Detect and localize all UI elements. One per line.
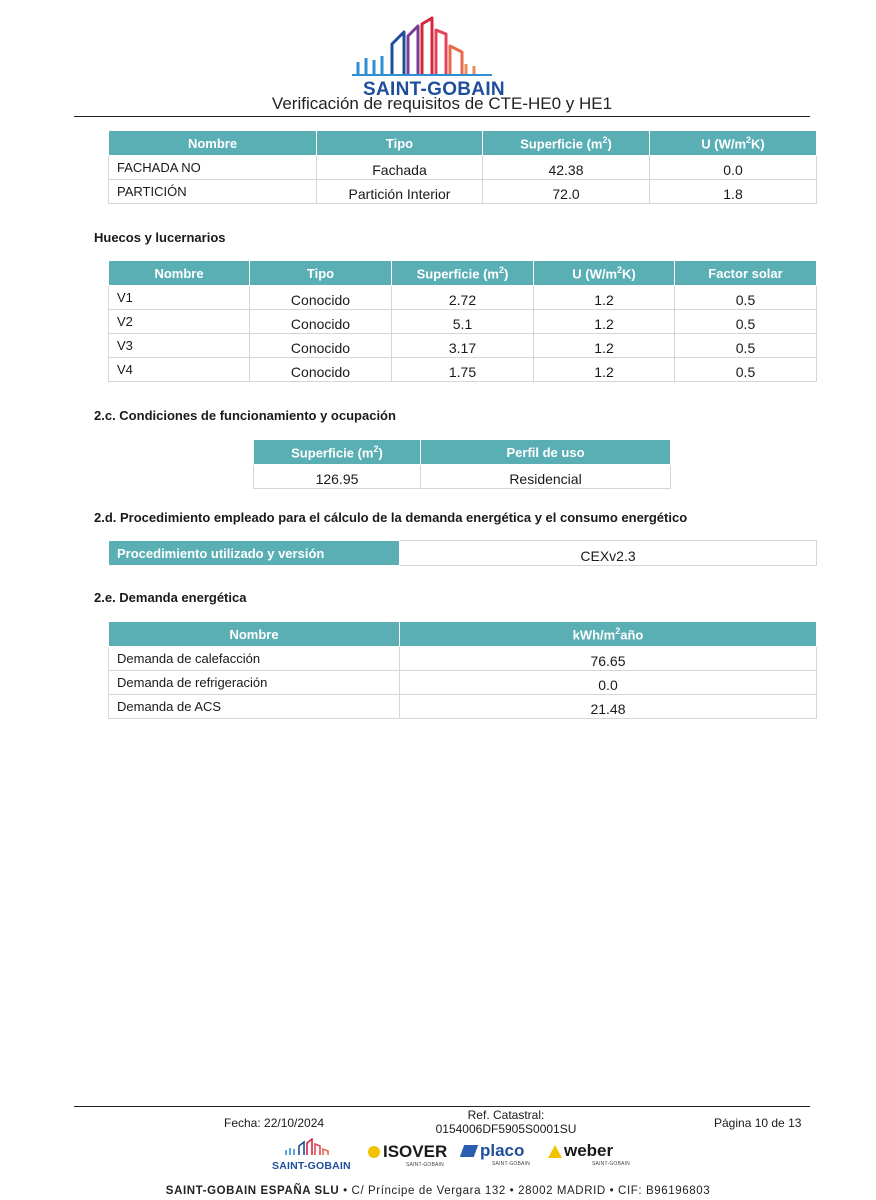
table-row: [109, 286, 817, 310]
cell-nombre: V3: [109, 334, 250, 358]
col-perfil-uso: Perfil de uso: [421, 440, 671, 465]
brand-sub: SAINT-GOBAIN: [406, 1162, 444, 1168]
footer-divider: [74, 1106, 810, 1107]
cell-tipo: Partición Interior: [317, 180, 483, 204]
funcionamiento-table: [253, 439, 671, 489]
cell-nombre: Demanda de ACS: [109, 695, 400, 719]
table-header-row: [254, 440, 671, 465]
col-u: U $(W/m^2K)$: [650, 131, 817, 156]
address-text: • C/ Príncipe de Vergara 132 • 28002 MADRID • CIF: B96196803: [343, 1185, 711, 1197]
cell-superficie: 72.0: [483, 180, 650, 204]
cell-tipo: Conocido: [250, 286, 392, 310]
cell-factor: 0.5: [675, 334, 817, 358]
cell-nombre: V1: [109, 286, 250, 310]
table-row: [109, 334, 817, 358]
procedimiento-value: CEXv2.3: [400, 541, 817, 566]
table-row: [109, 358, 817, 382]
section-title-procedimiento: 2.d. Procedimiento empleado para el cálculo de la demanda energética y el consumo energético: [94, 510, 688, 525]
section-title-demanda: 2.e. Demanda energética: [94, 590, 247, 605]
cell-nombre: FACHADA NO: [109, 156, 317, 180]
table-row: [254, 465, 671, 489]
cell-superficie: 3.17: [392, 334, 534, 358]
col-nombre: Nombre: [109, 261, 250, 286]
table-row: [109, 541, 817, 566]
cell-superficie: 2.72: [392, 286, 534, 310]
col-superficie: Superficie $(m^2)$: [254, 440, 421, 465]
table-row: [109, 310, 817, 334]
cell-factor: 0.5: [675, 286, 817, 310]
page-title: Verificación de requisitos de CTE-HE0 y HE1: [271, 94, 613, 113]
procedimiento-table: [108, 540, 817, 566]
demanda-table: [108, 621, 817, 719]
cell-valor: 21.48: [400, 695, 817, 719]
procedimiento-label: Procedimiento utilizado y versión: [109, 541, 400, 566]
brand-saint-gobain-logo: [272, 1138, 352, 1172]
table-row: [109, 647, 817, 671]
cell-u: 1.8: [650, 180, 817, 204]
col-superficie: Superficie $(m^2)$: [392, 261, 534, 286]
logo-wordmark: SAINT-GOBAIN: [363, 79, 505, 100]
header-divider: [74, 116, 810, 117]
brand-sub: SAINT-GOBAIN: [492, 1161, 530, 1167]
weber-triangle-icon: [548, 1145, 562, 1158]
skyline-small-icon: [272, 1138, 352, 1156]
table-row: [109, 156, 817, 180]
section-title-funcionamiento: 2.c. Condiciones de funcionamiento y ocupación: [94, 408, 396, 423]
col-nombre: Nombre: [109, 131, 317, 156]
col-tipo: Tipo: [250, 261, 392, 286]
placo-mark-icon: [460, 1145, 478, 1157]
col-tipo: Tipo: [317, 131, 483, 156]
opaque-elements-table: [108, 130, 817, 204]
cell-nombre: Demanda de refrigeración: [109, 671, 400, 695]
footer-ref-catastral: [396, 1108, 616, 1136]
company-name: SAINT-GOBAIN ESPAÑA SLU: [165, 1185, 340, 1197]
cell-valor: 0.0: [400, 671, 817, 695]
cell-u: 1.2: [534, 286, 675, 310]
cell-nombre: V2: [109, 310, 250, 334]
huecos-table: [108, 260, 817, 382]
cell-superficie: 126.95: [254, 465, 421, 489]
cell-u: 0.0: [650, 156, 817, 180]
table-row: [109, 180, 817, 204]
cell-tipo: Fachada: [317, 156, 483, 180]
cell-superficie: 5.1: [392, 310, 534, 334]
brand-weber-logo: [548, 1141, 630, 1167]
footer-date: Fecha: 22/10/2024: [224, 1116, 325, 1130]
cell-superficie: 42.38: [483, 156, 650, 180]
cell-superficie: 1.75: [392, 358, 534, 382]
col-superficie: Superficie $(m^2)$: [483, 131, 650, 156]
cell-factor: 0.5: [675, 310, 817, 334]
table-header-row: [109, 131, 817, 156]
skyline-icon: [352, 16, 517, 78]
page-number: Página 10 de 13: [714, 1116, 802, 1130]
isover-dot-icon: [368, 1146, 380, 1158]
cell-nombre: Demanda de calefacción: [109, 647, 400, 671]
brand-placo-logo: [462, 1141, 530, 1167]
cell-u: 1.2: [534, 310, 675, 334]
saint-gobain-logo: [352, 16, 517, 100]
cell-valor: 76.65: [400, 647, 817, 671]
brand-isover-logo: [368, 1142, 447, 1168]
cell-factor: 0.5: [675, 358, 817, 382]
table-header-row: [109, 622, 817, 647]
cell-u: 1.2: [534, 334, 675, 358]
cell-nombre: V4: [109, 358, 250, 382]
table-row: [109, 695, 817, 719]
brand-name: placo: [480, 1141, 525, 1160]
brand-name: weber: [564, 1141, 614, 1160]
ref-value: 0154006DF5905S0001SU: [435, 1122, 577, 1136]
col-nombre: Nombre: [109, 622, 400, 647]
brand-name: ISOVER: [383, 1142, 448, 1161]
company-address: [0, 1185, 876, 1197]
col-unidad: kWh/$m^2año$: [400, 622, 817, 647]
cell-tipo: Conocido: [250, 310, 392, 334]
section-title-huecos: Huecos y lucernarios: [94, 230, 226, 245]
table-row: [109, 671, 817, 695]
brand-name: SAINT-GOBAIN: [272, 1160, 351, 1172]
brand-sub: SAINT-GOBAIN: [592, 1161, 630, 1167]
cell-u: 1.2: [534, 358, 675, 382]
ref-label: Ref. Catastral:: [467, 1108, 545, 1122]
cell-tipo: Conocido: [250, 358, 392, 382]
cell-tipo: Conocido: [250, 334, 392, 358]
cell-nombre: PARTICIÓN: [109, 180, 317, 204]
col-factor-solar: Factor solar: [675, 261, 817, 286]
col-u: U $(W/m^2K)$: [534, 261, 675, 286]
table-header-row: [109, 261, 817, 286]
cell-perfil: Residencial: [421, 465, 671, 489]
